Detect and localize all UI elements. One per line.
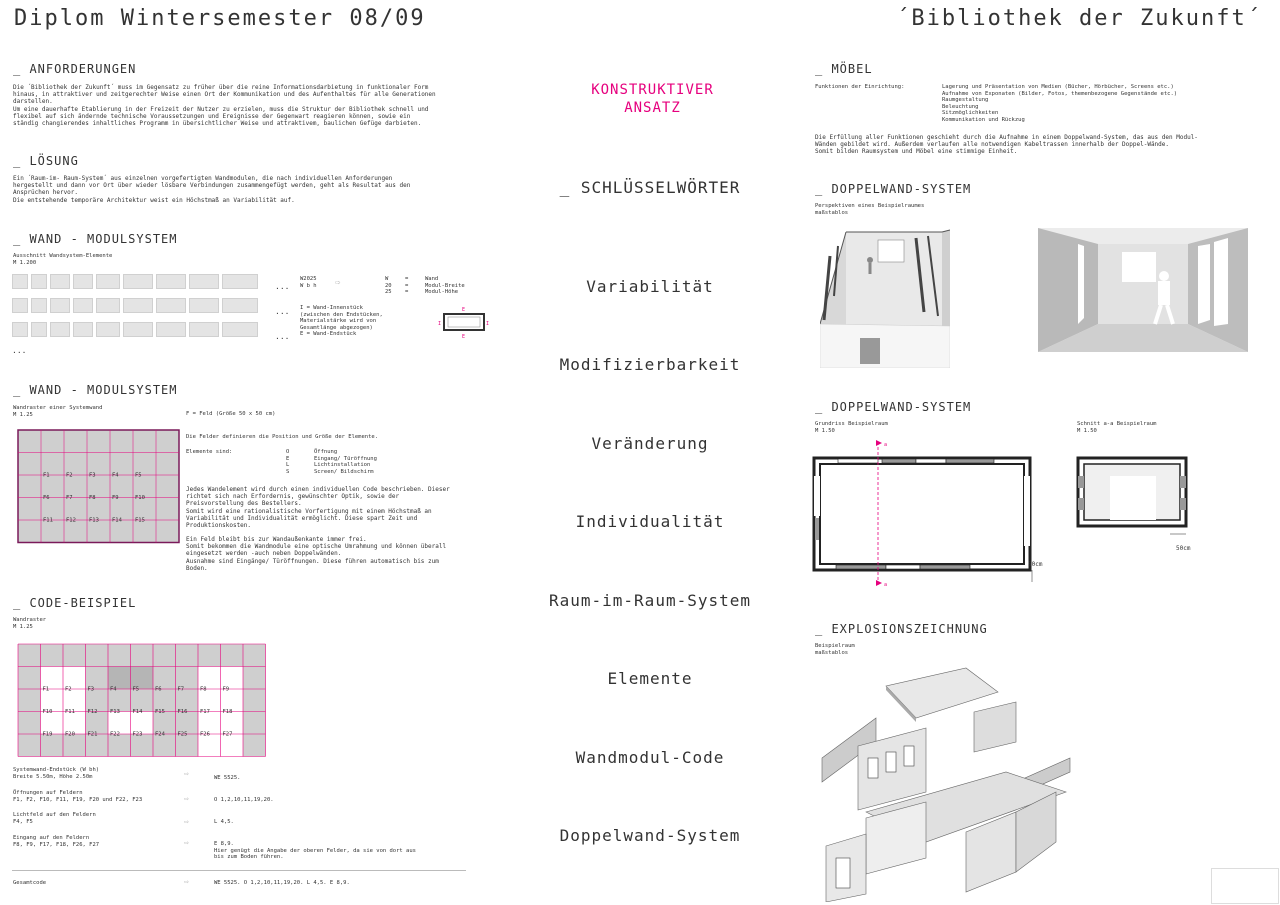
section-label-a: a bbox=[884, 442, 888, 448]
grid-field-label: F11 bbox=[65, 709, 75, 715]
grid-field-label: F25 bbox=[177, 731, 188, 738]
grid-field-label: F9 bbox=[112, 495, 119, 501]
grid-field-label: F16 bbox=[177, 709, 188, 715]
tiles-more-dots: ... bbox=[12, 346, 27, 355]
wall-element-tile bbox=[12, 298, 28, 313]
wall-element-tile bbox=[73, 274, 93, 289]
grid-field-label: F17 bbox=[200, 709, 210, 715]
grid-field-label: F15 bbox=[135, 517, 145, 524]
arrow-icon: ⇨ bbox=[184, 769, 189, 778]
feld-definition: F = Feld (Größe 50 x 50 cm) bbox=[186, 411, 276, 417]
wall-element-tile bbox=[12, 274, 28, 289]
grid-field-label: F2 bbox=[65, 686, 72, 693]
elements-label: Elemente sind: bbox=[186, 449, 233, 455]
wall-element-tile bbox=[156, 322, 186, 337]
moebel-heading: _ MÖBEL bbox=[815, 62, 873, 76]
wall-element-tile bbox=[189, 274, 219, 289]
wall-element-tile bbox=[31, 298, 47, 313]
grid-field-label: F1 bbox=[43, 472, 50, 479]
grid-field-label: F10 bbox=[135, 495, 145, 501]
wall-element-tile bbox=[222, 322, 258, 337]
explosion-subtitle: Beispielraum maßstablos bbox=[815, 643, 855, 656]
svg-text:E: E bbox=[462, 307, 466, 313]
grid-field-label: F19 bbox=[42, 731, 53, 738]
moebel-label: Funktionen der Einrichtung: bbox=[815, 84, 905, 90]
wall-element-tile bbox=[156, 298, 186, 313]
grid-field-label: F18 bbox=[222, 709, 233, 715]
wand2-paragraph-2: Ein Feld bleibt bis zur Wandaußenkante immer frei. Somit bekommen die Wandmodule eine optische Umrahmung und können überall eingesetzt werden -auch neben Doppelwänden. Ausnahme sind Eingänge/ Türöffnungen. Diese führen automatisch bis zum Boden. bbox=[186, 536, 447, 572]
arrow-icon: ⇨ bbox=[335, 278, 341, 288]
keyword-veraenderung: Veränderung bbox=[591, 434, 709, 453]
grid-field-label: F26 bbox=[200, 731, 210, 738]
grid-field-label: F1 bbox=[42, 686, 50, 693]
explosionszeichnung-heading: _ EXPLOSIONSZEICHNUNG bbox=[815, 622, 988, 636]
wand-code-example: W2025 W b h bbox=[300, 276, 317, 289]
arrow-icon: ⇨ bbox=[184, 877, 189, 886]
wall-element-tile bbox=[73, 322, 93, 337]
dots-3: ... bbox=[275, 332, 290, 341]
keyword-variabilitaet: Variabilität bbox=[586, 277, 714, 296]
grid-field-label: F3 bbox=[87, 686, 95, 693]
wall-element-tile bbox=[50, 298, 70, 313]
grid-field-label: F10 bbox=[42, 709, 53, 715]
grid-field-label: F15 bbox=[155, 709, 165, 715]
wand1-subtitle: Ausschnitt Wandsystem-Elemente M 1.200 bbox=[13, 253, 113, 266]
grid-field-label: F4 bbox=[112, 472, 119, 479]
grid-field-label: F7 bbox=[66, 495, 73, 501]
grid-field-label: F9 bbox=[222, 686, 230, 693]
poster-title-right: ´Bibliothek der Zukunft´ bbox=[896, 6, 1262, 31]
arrow-icon: ⇨ bbox=[184, 838, 189, 847]
wand-modulsystem-heading-1: _ WAND - MODULSYSTEM bbox=[13, 232, 178, 246]
wall-element-tile bbox=[73, 298, 93, 313]
wand2-paragraph-1: Jedes Wandelement wird durch einen individuellen Code beschrieben. Dieser richtet sich nach Erfordernis, gewünschter Optik, sowie der Preisvorstellung des Bestellers. Somit wird eine rationalistische Vorfertigung mit einem Höchstmaß an Variabilität und Individualität ermöglicht. Diese spart Zeit und Produktionskosten. bbox=[186, 486, 450, 530]
arrow-icon: ⇨ bbox=[184, 794, 189, 803]
grid-field-label: F6 bbox=[155, 686, 162, 693]
grid-field-label: F13 bbox=[89, 517, 99, 524]
wall-element-tile bbox=[189, 298, 219, 313]
keyword-wandmodul-code: Wandmodul-Code bbox=[575, 748, 725, 767]
code-beispiel-heading: _ CODE-BEISPIEL bbox=[13, 596, 137, 610]
loesung-text: Ein ´Raum-im- Raum-System´ aus einzelnen vorgefertigten Wandmodulen, die nach individuellen Anforderungen hergestellt und dann vor Ort über wieder lösbare Verbindungen zusammengefügt werden, geht als Resultat aus den Ansprüchen hervor. Die entstehende temporäre Architektur weist ein Höchstmaß an Variabilität auf. bbox=[13, 175, 411, 204]
innenstueck-definition: I = Wand-Innenstück (zwischen den Endstücken, Materialstärke wird von Gesamtlänge abgezogen) E = Wand-Endstück bbox=[300, 305, 383, 337]
code-row-2-label: Öffnungen auf Feldern F1, F2, F10, F11, F19, F20 und F22, F23 bbox=[13, 790, 143, 803]
grid-field-label: F5 bbox=[132, 686, 140, 693]
svg-text:I: I bbox=[486, 321, 490, 327]
grid-field-label: F23 bbox=[132, 731, 143, 738]
wall-element-tile bbox=[31, 274, 47, 289]
wall-element-tile bbox=[50, 322, 70, 337]
dots-1: ... bbox=[275, 282, 290, 291]
codebsp-subtitle: Wandraster M 1.25 bbox=[13, 617, 47, 630]
keyword-elemente: Elemente bbox=[607, 669, 693, 688]
wall-element-tile bbox=[96, 274, 120, 289]
elements-list: O Öffnung E Eingang/ Türöffnung L Lichtinstallation S Screen/ Bildschirm bbox=[286, 449, 377, 475]
grid-field-label: F13 bbox=[110, 709, 120, 715]
exploded-view-drawing bbox=[816, 662, 1076, 902]
wall-element-tile bbox=[222, 274, 258, 289]
grid-field-label: F12 bbox=[66, 517, 76, 524]
wall-element-tile bbox=[50, 274, 70, 289]
code-row-4-value: E 8,9. Hier genügt die Angabe der oberen Felder, da sie von dort aus bis zum Boden führen. bbox=[214, 841, 416, 860]
wand-modulsystem-heading-2: _ WAND - MODULSYSTEM bbox=[13, 383, 178, 397]
grid-field-label: F8 bbox=[89, 495, 96, 501]
wall-element-tile bbox=[222, 298, 258, 313]
schluesselwoerter-heading: _ SCHLÜSSELWÖRTER bbox=[559, 178, 741, 197]
grid-field-label: F14 bbox=[132, 709, 143, 715]
room-perspective-1 bbox=[820, 226, 950, 368]
wall-element-tiles bbox=[12, 274, 272, 344]
svg-text:I: I bbox=[438, 321, 442, 327]
wall-grid-diagram bbox=[16, 428, 182, 546]
keyword-individualitaet: Individualität bbox=[575, 512, 725, 531]
grid-field-label: F20 bbox=[65, 731, 75, 738]
code-row-4-label: Eingang auf den Feldern F8, F9, F17, F18, F26, F27 bbox=[13, 835, 100, 848]
wall-element-tile bbox=[156, 274, 186, 289]
grid-background bbox=[18, 430, 179, 543]
wall-element-tile bbox=[189, 322, 219, 337]
moebel-functions-list: Lagerung und Präsentation von Medien (Bücher, Hörbücher, Screens etc.) Aufnahme von Exponaten (Bilder, Fotos, themenbezogene Gegenstände etc.) Raumgestaltung Beleuchtung Sitzmöglichkeiten Kommunikation und Rückzug bbox=[942, 84, 1178, 123]
grid-field-label: F3 bbox=[89, 472, 96, 479]
grid-field-label: F22 bbox=[110, 731, 120, 738]
section-label-a: a bbox=[884, 582, 888, 588]
code-row-1-label: Systemwand-Endstück (W bh) Breite 5.50m, Höhe 2.50m bbox=[13, 767, 100, 780]
svg-text:E: E bbox=[462, 334, 466, 340]
gesamtcode-label: Gesamtcode bbox=[13, 880, 47, 886]
grundriss-subtitle: Grundriss Beispielraum M 1.50 bbox=[815, 421, 888, 434]
konstruktiver-ansatz-title: KONSTRUKTIVER ANSATZ bbox=[591, 82, 714, 116]
grid-field-label: F27 bbox=[222, 731, 233, 738]
section-diagram bbox=[1072, 452, 1202, 552]
divider bbox=[12, 870, 466, 871]
wall-element-tile bbox=[96, 298, 120, 313]
schnitt-subtitle: Schnitt a-a Beispielraum M 1.50 bbox=[1077, 421, 1157, 434]
keyword-raum-im-raum: Raum-im-Raum-System bbox=[548, 591, 752, 610]
grid-field-label: F8 bbox=[200, 686, 207, 693]
wall-section-diagram bbox=[438, 306, 494, 340]
keyword-doppelwand: Doppelwand-System bbox=[559, 826, 741, 845]
doppelwand-heading-2: _ DOPPELWAND-SYSTEM bbox=[815, 400, 972, 414]
poster-title-left: Diplom Wintersemester 08/09 bbox=[14, 6, 426, 31]
loesung-heading: _ LÖSUNG bbox=[13, 154, 79, 168]
wall-element-tile bbox=[123, 274, 153, 289]
floor-plan-diagram bbox=[810, 438, 1050, 588]
code-row-1-value: WE 5525. bbox=[214, 775, 241, 781]
wall-element-tile bbox=[123, 298, 153, 313]
grid-field-label: F7 bbox=[177, 686, 185, 693]
grid-field-label: F5 bbox=[135, 472, 142, 479]
grid-field-label: F4 bbox=[110, 686, 117, 693]
doppelwand-heading-1: _ DOPPELWAND-SYSTEM bbox=[815, 182, 972, 196]
dimension-label: 50cm bbox=[1176, 545, 1191, 552]
dots-2: ... bbox=[275, 307, 290, 316]
grid-field-label: F12 bbox=[87, 709, 98, 715]
code-row-3-value: L 4,5. bbox=[214, 819, 234, 825]
corner-box bbox=[1211, 868, 1279, 904]
gesamtcode-value: WE 5525. O 1,2,10,11,19,20. L 4,5. E 8,9. bbox=[214, 880, 350, 886]
keyword-modifizierbarkeit: Modifizierbarkeit bbox=[559, 355, 741, 374]
dimension-label: 50cm bbox=[1028, 561, 1043, 568]
anforderungen-text: Die ´Bibliothek der Zukunft´ muss im Gegensatz zu früher über die reine Informationsdarbietung in funktionaler Form hinaus, in attraktiver und zeitgerechter Weise einen Ort der Kommunikation und des Aufenthaltes für alle Generationen darstellen. Um eine dauerhafte Etablierung in der Freizeit der Nutzer zu erzielen, muss die Struktur der Bibliothek schnell und flexibel auf sich ändernde technische Voraussetzungen und Ereignisse der Gegenwart reagieren können, sowie ein ständig changierendes inhaltliches Programm in übersichtlicher Weise und attraktivem, baulichen Gefüge darbieten. bbox=[13, 84, 436, 128]
wall-element-tile bbox=[123, 322, 153, 337]
fields-intro-text: Die Felder definieren die Position und Größe der Elemente. bbox=[186, 434, 379, 440]
wall-element-tile bbox=[12, 322, 28, 337]
code-example-grid bbox=[16, 642, 268, 758]
wand-code-legend: W = Wand 20 = Modul-Breite 25 = Modul-Höhe bbox=[385, 276, 465, 295]
grid-field-label: F11 bbox=[43, 517, 53, 524]
wall-element-tile bbox=[31, 322, 47, 337]
room-perspective-2 bbox=[1038, 228, 1248, 352]
grid-field-label: F6 bbox=[43, 495, 50, 501]
anforderungen-heading: _ ANFORDERUNGEN bbox=[13, 62, 137, 76]
wall-element-tile bbox=[96, 322, 120, 337]
grid-field-label: F14 bbox=[112, 517, 122, 524]
grid-field-label: F2 bbox=[66, 472, 73, 479]
wand2-subtitle: Wandraster einer Systemwand M 1.25 bbox=[13, 405, 103, 418]
code-row-2-value: O 1,2,10,11,19,20. bbox=[214, 797, 274, 803]
code-row-3-label: Lichtfeld auf den Feldern F4, F5 bbox=[13, 812, 96, 825]
arrow-icon: ⇨ bbox=[184, 817, 189, 826]
moebel-paragraph: Die Erfüllung aller Funktionen geschieht durch die Aufnahme in einem Doppelwand-System, das aus den Modul- Wänden gebildet wird. Außerdem verlaufen alle notwendigen Kabeltrassen innerhalb der Doppel-Wände. Somit bilden Raumsystem und Möbel eine stimmige Einheit. bbox=[815, 134, 1198, 156]
grid-field-label: F21 bbox=[87, 731, 98, 738]
grid-field-label: F24 bbox=[155, 731, 165, 738]
doppel1-subtitle: Perspektiven eines Beispielraumes maßstablos bbox=[815, 203, 925, 216]
